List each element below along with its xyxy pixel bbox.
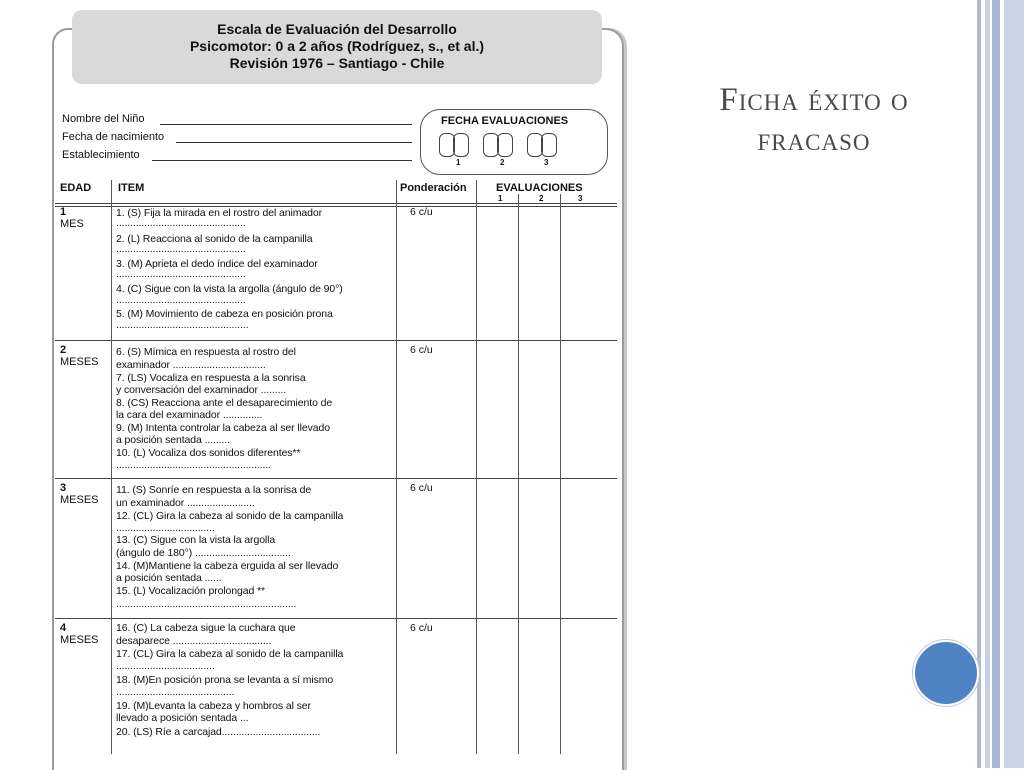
item-line: 4. (C) Sigue con la vista la argolla (ángulo de 90°) (116, 283, 343, 295)
item-line: 1. (S) Fija la mirada en el rostro del animador (116, 207, 322, 219)
slide-title-line: fracaso (757, 122, 871, 158)
date-box-number: 3 (544, 158, 549, 167)
table-rule (55, 340, 617, 341)
field-nombre (62, 113, 145, 125)
item-line: desaparece ................................... (116, 635, 272, 647)
item-line: 11. (S) Sonríe en respuesta a la sonrisa de (116, 484, 312, 496)
weight-value: 6 c/u (410, 206, 433, 218)
eval-column-number: 1 (498, 194, 503, 203)
item-line: 8. (CS) Reacciona ante el desaparecimiento de (116, 397, 333, 409)
age-unit: MESES (60, 356, 99, 368)
item-line: a posición sentada ......... (116, 434, 230, 446)
item-line: .............................................. (116, 268, 246, 280)
weight-value: 6 c/u (410, 622, 433, 634)
item-line: examinador ................................. (116, 359, 266, 371)
item-line: 7. (LS) Vocaliza en respuesta a la sonrisa (116, 372, 306, 384)
item-line: ................................... (116, 660, 215, 672)
table-column-line (518, 194, 519, 754)
item-line: 10. (L) Vocaliza dos sonidos diferentes** (116, 447, 301, 459)
table-column-line (396, 180, 397, 754)
age-number: 1 (60, 206, 67, 218)
item-line: y conversación del examinador ......... (116, 384, 287, 396)
item-line: 6. (S) Mímica en respuesta al rostro del (116, 346, 296, 358)
item-line: 20. (LS) Ríe a carcajad................................... (116, 726, 321, 738)
age-unit: MESES (60, 494, 99, 506)
form-header-line: Psicomotor: 0 a 2 años (Rodríguez, s., et al.) (189, 38, 485, 54)
column-header-item: ITEM (118, 182, 145, 194)
item-line: 14. (M)Mantiene la cabeza erguida al ser llevado (116, 560, 339, 572)
table-column-line (560, 194, 561, 754)
item-line: a posición sentada ...... (116, 572, 222, 584)
field-label: Fecha de nacimiento (62, 131, 165, 143)
eval-column-number: 2 (539, 194, 544, 203)
field-line (152, 160, 412, 161)
date-box (541, 133, 557, 157)
field-line (160, 124, 412, 125)
item-line: 16. (C) La cabeza sigue la cuchara que (116, 622, 296, 634)
item-line: ............................................... (116, 319, 249, 331)
item-line: .......................................... (116, 686, 235, 698)
weight-value: 6 c/u (410, 482, 433, 494)
table-rule (55, 203, 617, 204)
item-line: 3. (M) Aprieta el dedo índice del examinador (116, 258, 318, 270)
date-box-number: 1 (456, 158, 461, 167)
table-column-line (111, 180, 112, 754)
item-line: 12. (CL) Gira la cabeza al sonido de la campanilla (116, 510, 344, 522)
item-line: 5. (M) Movimiento de cabeza en posición prona (116, 308, 333, 320)
item-line: la cara del examinador .............. (116, 409, 263, 421)
field-label: Nombre del Niño (62, 113, 145, 125)
item-line: .............................................. (116, 217, 246, 229)
item-line: 19. (M)Levanta la cabeza y hombros al ser (116, 700, 311, 712)
field-label: Establecimiento (62, 149, 140, 161)
slide-title (664, 80, 964, 160)
item-line: (ángulo de 180°) .................................. (116, 547, 291, 559)
field-fecha-nacimiento (62, 131, 164, 143)
item-line: 17. (CL) Gira la cabeza al sonido de la campanilla (116, 648, 344, 660)
decor-bar (985, 0, 990, 768)
age-unit: MES (60, 218, 84, 230)
item-line: 9. (M) Intenta controlar la cabeza al ser llevado (116, 422, 330, 434)
evaluation-form (52, 10, 624, 766)
age-number: 3 (60, 482, 67, 494)
column-header-edad: EDAD (60, 182, 92, 194)
item-line: un examinador ........................ (116, 497, 255, 509)
slide-title-line: Ficha éxito o (719, 82, 909, 118)
weight-value: 6 c/u (410, 344, 433, 356)
form-header (72, 10, 602, 84)
item-line: 13. (C) Sigue con la vista la argolla (116, 534, 276, 546)
item-line: ................................................................ (116, 598, 297, 610)
decor-bar (977, 0, 981, 768)
field-establecimiento (62, 149, 140, 161)
eval-column-number: 3 (578, 194, 583, 203)
item-line: 2. (L) Reacciona al sonido de la campanilla (116, 233, 313, 245)
date-box (497, 133, 513, 157)
item-line: ....................................................... (116, 459, 271, 471)
item-line: ................................... (116, 522, 215, 534)
date-box-number: 2 (500, 158, 505, 167)
form-header-line: Escala de Evaluación del Desarrollo (217, 21, 457, 37)
column-header-evaluaciones: EVALUACIONES (496, 182, 583, 194)
item-line: 18. (M)En posición prona se levanta a sí mismo (116, 674, 334, 686)
age-number: 2 (60, 344, 67, 356)
form-header-line: Revisión 1976 – Santiago - Chile (229, 55, 445, 71)
age-number: 4 (60, 622, 67, 634)
item-line: .............................................. (116, 243, 246, 255)
decor-bar (1004, 0, 1024, 768)
date-box (453, 133, 469, 157)
table-rule (55, 478, 617, 479)
table-rule (55, 618, 617, 619)
column-header-ponderacion: Ponderación (400, 182, 467, 194)
fecha-evaluaciones-box (420, 109, 608, 175)
fecha-box-title: FECHA EVALUACIONES (441, 115, 569, 127)
item-line: .............................................. (116, 294, 246, 306)
decor-bar (992, 0, 1000, 768)
item-line: 15. (L) Vocalización prolongad ** (116, 585, 266, 597)
age-unit: MESES (60, 634, 99, 646)
table-column-line (476, 180, 477, 754)
item-line: llevado a posición sentada ... (116, 712, 249, 724)
decor-circle (913, 640, 979, 706)
field-line (176, 142, 412, 143)
